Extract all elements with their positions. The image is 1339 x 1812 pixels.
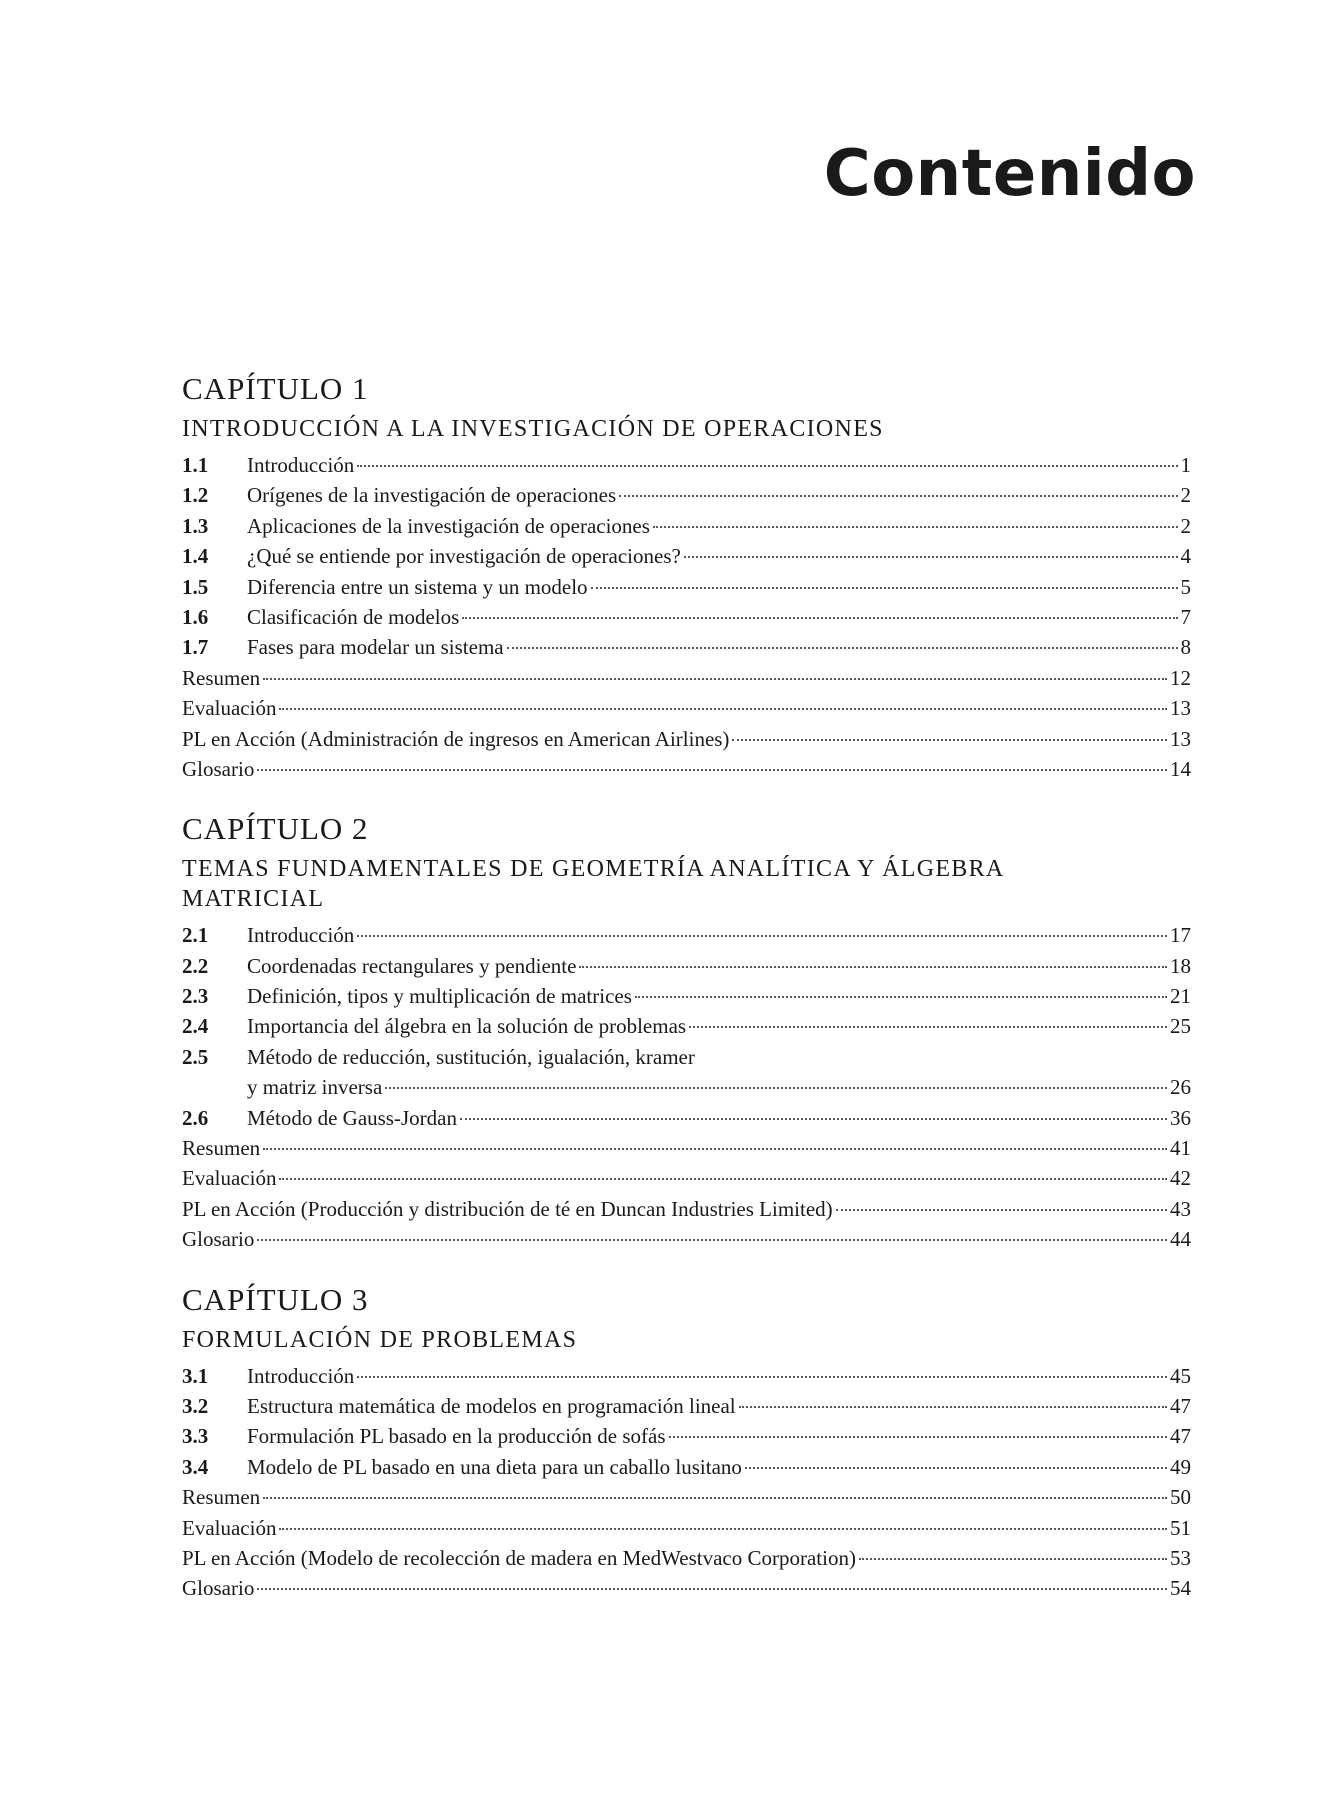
section-number: 1.3 xyxy=(182,513,209,538)
page-number: 17 xyxy=(1170,923,1191,948)
page-number: 50 xyxy=(1170,1485,1191,1510)
page-number: 49 xyxy=(1170,1454,1191,1479)
section-title: Orígenes de la investigación de operaciones xyxy=(247,483,617,508)
dot-leader xyxy=(257,1588,1167,1590)
chapter-label: CAPÍTULO 1 xyxy=(182,371,369,406)
page-number: 42 xyxy=(1170,1166,1191,1191)
section-number: 1.5 xyxy=(182,574,209,599)
toc-extra-entry[interactable] xyxy=(182,724,1191,754)
toc-entry[interactable] xyxy=(182,951,1191,981)
page-number: 5 xyxy=(1180,574,1191,599)
toc-extra-entry[interactable] xyxy=(182,1163,1191,1193)
toc-entry[interactable] xyxy=(182,920,1191,950)
section-title: Fases para modelar un sistema xyxy=(247,635,504,660)
dot-leader xyxy=(619,495,1177,497)
page-number: 25 xyxy=(1170,1014,1191,1039)
chapter-1 xyxy=(182,372,1191,784)
section-title: Definición, tipos y multiplicación de matrices xyxy=(247,984,632,1009)
toc-entry[interactable] xyxy=(182,1011,1191,1041)
dot-leader xyxy=(357,935,1167,937)
toc-entry[interactable] xyxy=(182,602,1191,632)
dot-leader xyxy=(263,1148,1167,1150)
section-title: Método de reducción, sustitución, igualación, kramer xyxy=(247,1044,695,1069)
dot-leader xyxy=(579,966,1167,968)
section-number: 3.4 xyxy=(182,1454,209,1479)
dot-leader xyxy=(836,1209,1167,1211)
page-number: 18 xyxy=(1170,953,1191,978)
toc-entry[interactable] xyxy=(182,480,1191,510)
extra-title: Glosario xyxy=(182,756,255,781)
dot-leader xyxy=(689,1026,1167,1028)
section-title: Formulación PL basado en la producción de sofás xyxy=(247,1424,666,1449)
toc-entry[interactable] xyxy=(182,1361,1191,1391)
page-number: 43 xyxy=(1170,1196,1191,1221)
extra-title: PL en Acción (Producción y distribución de té en Duncan Industries Limited) xyxy=(182,1196,833,1221)
dot-leader xyxy=(279,708,1167,710)
chapter-label: CAPÍTULO 2 xyxy=(182,811,369,847)
section-title-continuation: y matriz inversa xyxy=(247,1075,383,1100)
page-number: 1 xyxy=(1180,453,1191,477)
dot-leader xyxy=(684,556,1178,558)
extra-title: Glosario xyxy=(182,1576,255,1601)
section-title: Coordenadas rectangulares y pendiente xyxy=(247,953,577,978)
section-title: Estructura matemática de modelos en programación lineal xyxy=(247,1393,736,1418)
toc-entry-continuation[interactable] xyxy=(182,1072,1191,1102)
extra-title: Glosario xyxy=(182,1227,255,1252)
toc-extra-entry[interactable] xyxy=(182,663,1191,693)
page-number: 4 xyxy=(1180,544,1191,569)
page-number: 8 xyxy=(1180,635,1191,660)
toc-extra-entry[interactable] xyxy=(182,754,1191,784)
chapter-title: INTRODUCCIÓN A LA INVESTIGACIÓN DE OPERACIONES xyxy=(182,416,884,442)
page-number: 2 xyxy=(1180,483,1191,508)
dot-leader xyxy=(263,678,1167,680)
page-number: 13 xyxy=(1170,696,1191,721)
toc-entry[interactable] xyxy=(182,572,1191,602)
dot-leader xyxy=(507,647,1178,649)
section-number: 1.1 xyxy=(182,453,209,477)
chapter-2 xyxy=(182,812,1191,1254)
dot-leader xyxy=(745,1467,1167,1469)
section-number: 3.3 xyxy=(182,1424,209,1449)
toc-entry[interactable] xyxy=(182,1391,1191,1421)
page-number: 47 xyxy=(1170,1424,1191,1449)
page-number: 7 xyxy=(1180,604,1191,629)
toc-extra-entry[interactable] xyxy=(182,1573,1191,1603)
toc-extra-entry[interactable] xyxy=(182,1133,1191,1163)
dot-leader xyxy=(460,1118,1167,1120)
toc-extra-entry[interactable] xyxy=(182,1482,1191,1512)
page-number: 41 xyxy=(1170,1136,1191,1161)
dot-leader xyxy=(357,1376,1167,1378)
section-title: ¿Qué se entiende por investigación de operaciones? xyxy=(247,544,681,569)
page-number: 13 xyxy=(1170,726,1191,751)
chapter-title: TEMAS FUNDAMENTALES DE GEOMETRÍA ANALÍTICA Y ÁLGEBRA MATRICIAL xyxy=(182,856,1004,913)
page-title: Contenido xyxy=(823,137,1196,211)
section-number: 1.2 xyxy=(182,483,209,508)
section-number: 3.1 xyxy=(182,1363,209,1388)
page-number: 44 xyxy=(1170,1227,1191,1252)
section-title: Introducción xyxy=(247,453,355,477)
section-number: 2.1 xyxy=(182,923,209,948)
page-number: 36 xyxy=(1170,1105,1191,1130)
toc-entry[interactable] xyxy=(182,1103,1191,1133)
extra-title: Evaluación xyxy=(182,1166,277,1191)
dot-leader xyxy=(462,617,1177,619)
dot-leader xyxy=(591,587,1178,589)
extra-title: Evaluación xyxy=(182,1515,277,1540)
page-number: 2 xyxy=(1180,513,1191,538)
dot-leader xyxy=(257,769,1167,771)
toc-extra-entry[interactable] xyxy=(182,1513,1191,1543)
page-number: 54 xyxy=(1170,1576,1191,1601)
section-number: 3.2 xyxy=(182,1393,209,1418)
page-number: 51 xyxy=(1170,1515,1191,1540)
extra-title: PL en Acción (Modelo de recolección de madera en MedWestvaco Corporation) xyxy=(182,1545,856,1570)
page-number: 21 xyxy=(1170,984,1191,1009)
section-title: Introducción xyxy=(247,923,355,948)
section-number: 2.3 xyxy=(182,984,209,1009)
toc-entry[interactable] xyxy=(182,632,1191,662)
dot-leader xyxy=(732,739,1167,741)
toc-entry[interactable] xyxy=(182,511,1191,541)
dot-leader xyxy=(357,465,1177,467)
dot-leader xyxy=(279,1528,1167,1530)
toc-entry[interactable] xyxy=(182,981,1191,1011)
section-number: 1.7 xyxy=(182,635,209,660)
page-number: 47 xyxy=(1170,1393,1191,1418)
dot-leader xyxy=(257,1239,1167,1241)
extra-title: Resumen xyxy=(182,665,261,690)
dot-leader xyxy=(385,1087,1167,1089)
page-number: 14 xyxy=(1170,756,1191,781)
dot-leader xyxy=(635,996,1167,998)
toc-extra-entry[interactable] xyxy=(182,693,1191,723)
toc-entry[interactable] xyxy=(182,1042,1191,1072)
page-number: 12 xyxy=(1170,665,1191,690)
toc-entry[interactable] xyxy=(182,450,1191,480)
chapter-label: CAPÍTULO 3 xyxy=(182,1281,369,1317)
page-number: 45 xyxy=(1170,1363,1191,1388)
section-number: 2.5 xyxy=(182,1044,209,1069)
section-number: 1.4 xyxy=(182,544,209,569)
section-title: Clasificación de modelos xyxy=(247,604,460,629)
toc-entry[interactable] xyxy=(182,1421,1191,1451)
dot-leader xyxy=(653,526,1178,528)
section-title: Método de Gauss-Jordan xyxy=(247,1105,457,1130)
dot-leader xyxy=(669,1436,1167,1438)
section-number: 2.2 xyxy=(182,953,209,978)
dot-leader xyxy=(263,1497,1167,1499)
section-number: 2.6 xyxy=(182,1105,209,1130)
chapter-3 xyxy=(182,1283,1191,1604)
extra-title: Resumen xyxy=(182,1136,261,1161)
extra-title: PL en Acción (Administración de ingresos en American Airlines) xyxy=(182,726,730,751)
section-number: 1.6 xyxy=(182,604,209,629)
chapter-title: FORMULACIÓN DE PROBLEMAS xyxy=(182,1326,578,1353)
section-title: Introducción xyxy=(247,1363,355,1388)
page-number: 53 xyxy=(1170,1545,1191,1570)
dot-leader xyxy=(279,1178,1167,1180)
dot-leader xyxy=(859,1558,1167,1560)
toc-extra-entry[interactable] xyxy=(182,1224,1191,1254)
dot-leader xyxy=(739,1406,1167,1408)
toc-entry[interactable] xyxy=(182,541,1191,571)
extra-title: Resumen xyxy=(182,1485,261,1510)
extra-title: Evaluación xyxy=(182,696,277,721)
toc-extra-entry[interactable] xyxy=(182,1194,1191,1224)
section-title: Importancia del álgebra en la solución de problemas xyxy=(247,1014,687,1039)
toc-extra-entry[interactable] xyxy=(182,1543,1191,1573)
toc-entry[interactable] xyxy=(182,1452,1191,1482)
section-title: Diferencia entre un sistema y un modelo xyxy=(247,574,588,599)
section-title: Aplicaciones de la investigación de operaciones xyxy=(247,513,650,538)
page-number: 26 xyxy=(1170,1075,1191,1100)
section-number: 2.4 xyxy=(182,1014,209,1039)
section-title: Modelo de PL basado en una dieta para un caballo lusitano xyxy=(247,1454,742,1479)
table-of-contents xyxy=(182,372,1191,1632)
